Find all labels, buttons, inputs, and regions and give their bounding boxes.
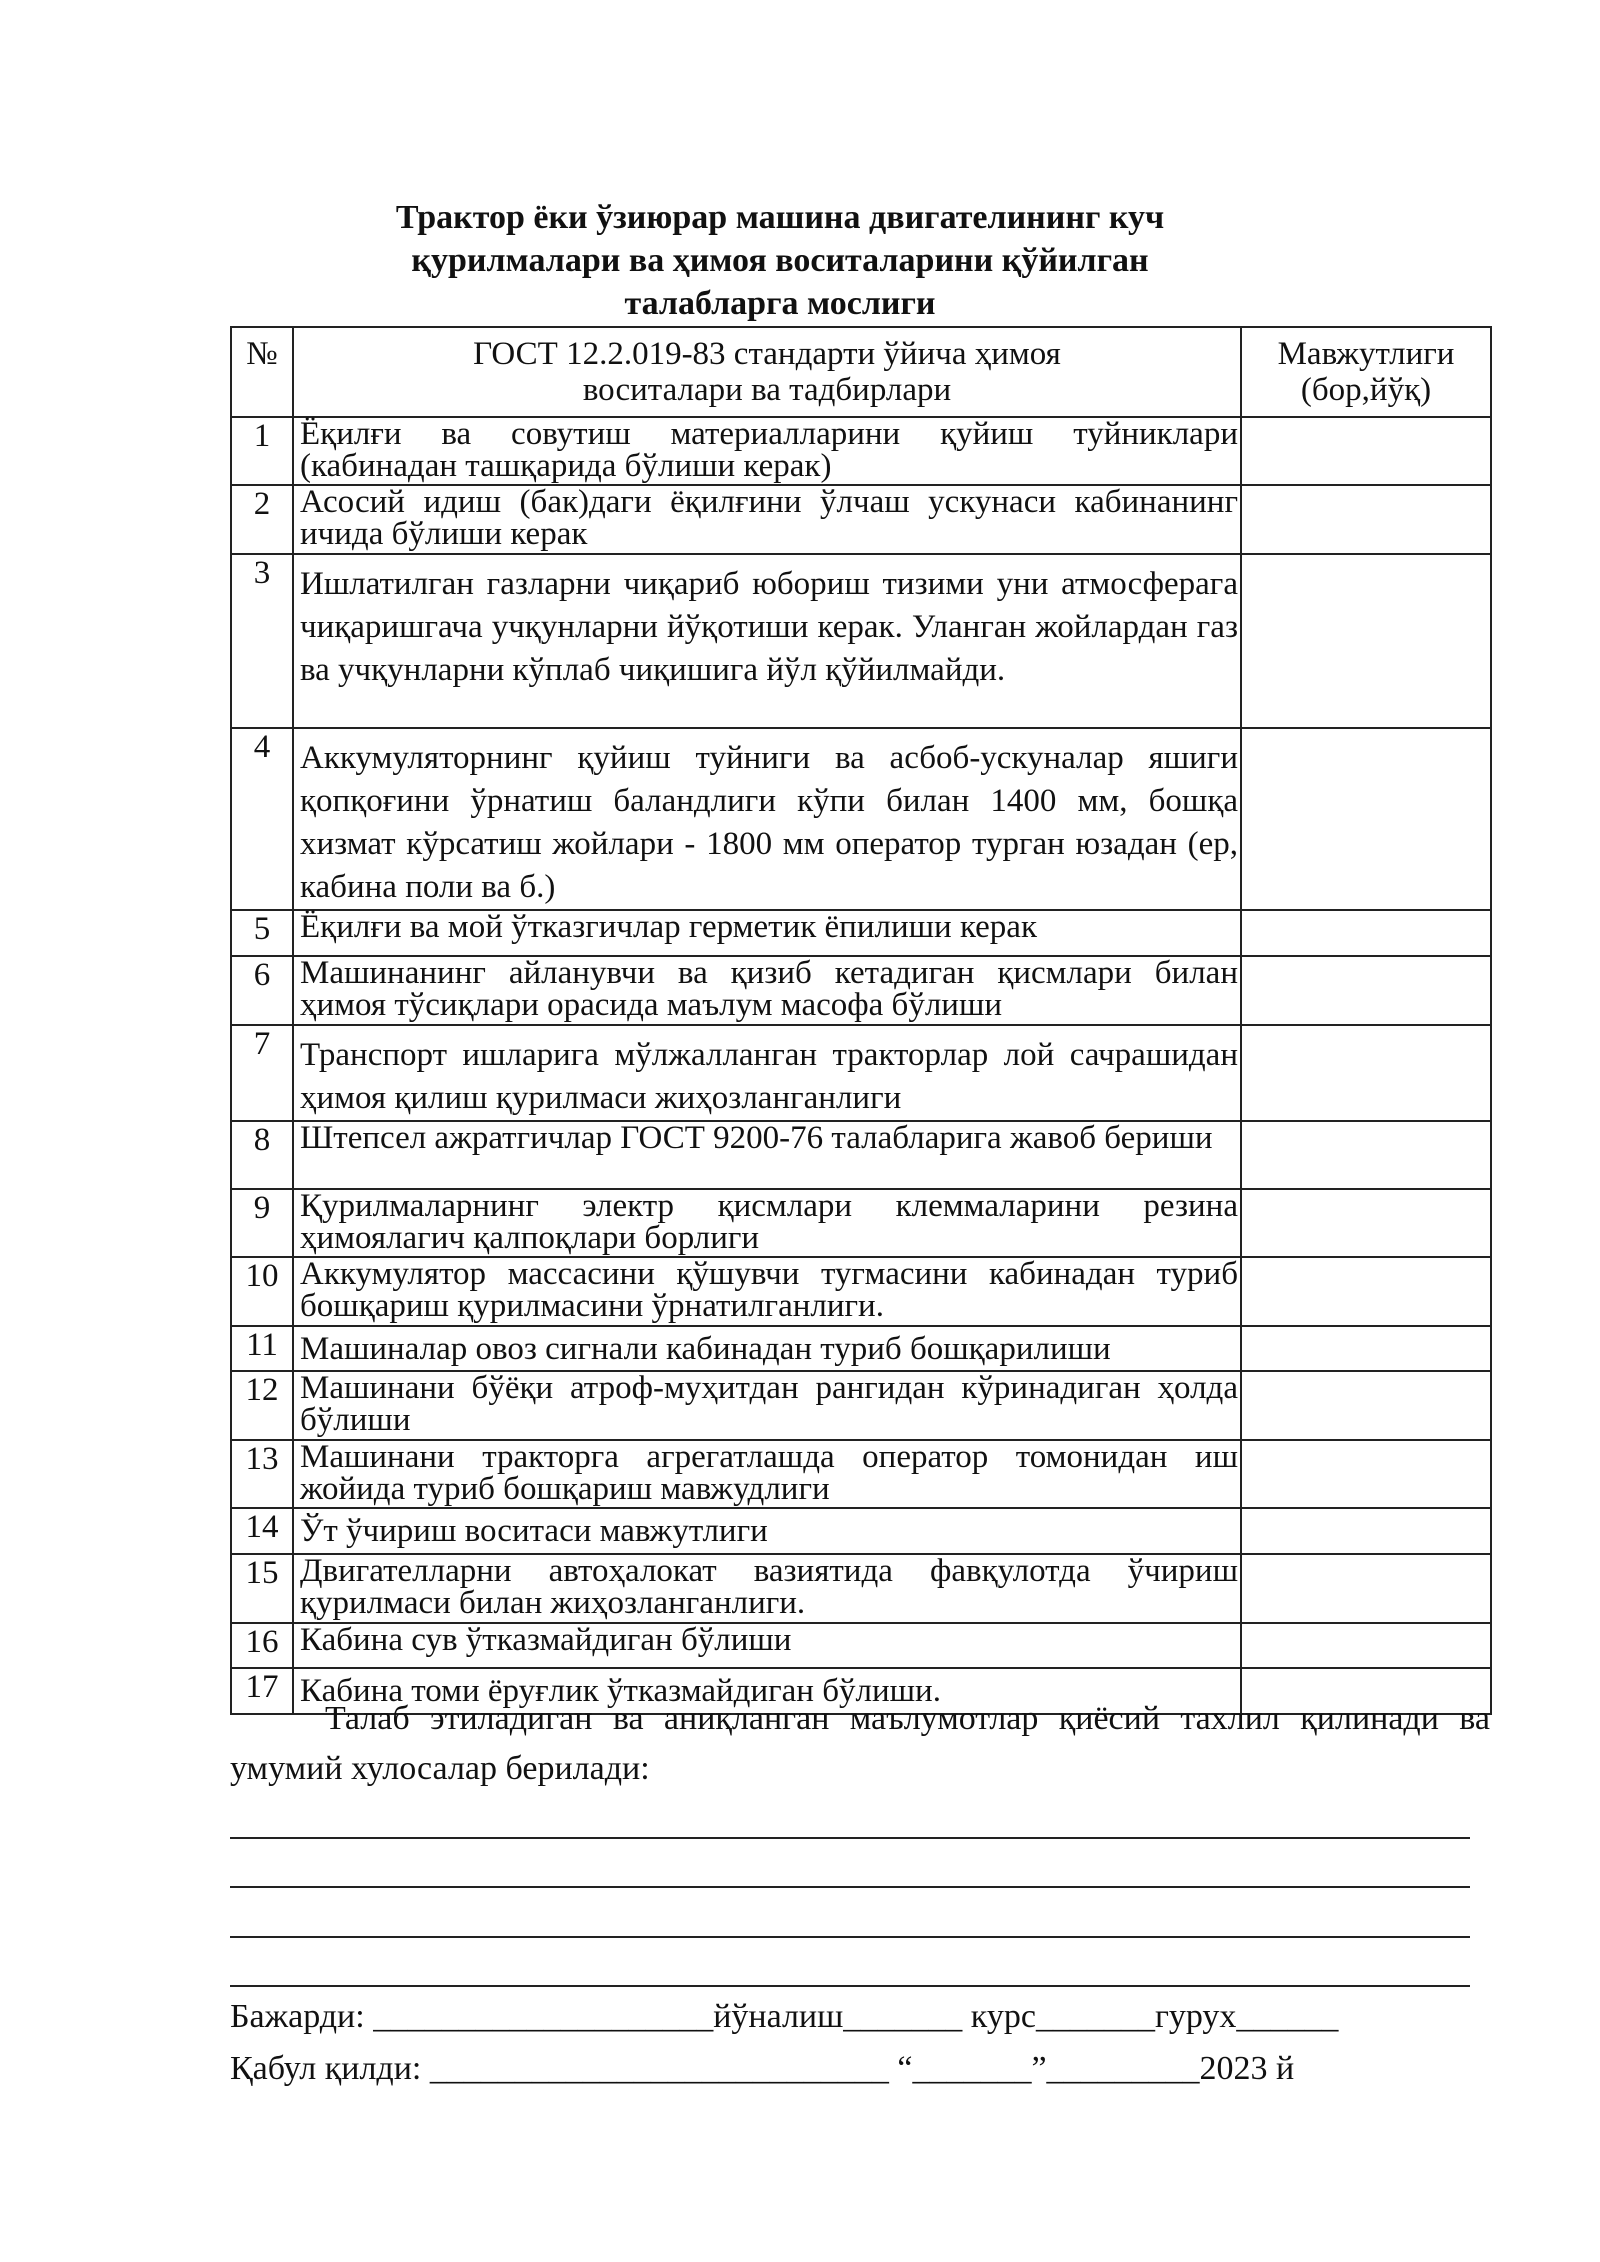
requirements-table (230, 326, 1492, 1715)
header-measures-line-2: воситалари ва тадбирлари (582, 372, 952, 408)
conclusion-paragraph: Талаб этиладиган ва аниқланган маълумотлар қиёсий тахлил қилинади ва умумий хулосалар берилади: (230, 1700, 1490, 1787)
row-number: 1 (231, 417, 293, 485)
row-number: 9 (231, 1189, 293, 1257)
row-requirement: Кабина сув ўтказмайдиган бўлиши (293, 1623, 1241, 1668)
availability-cell[interactable] (1241, 1189, 1491, 1257)
title-line-3: талабларга мослиги (624, 285, 936, 322)
header-availability (1241, 327, 1491, 417)
row-requirement: Асосий идиш (бак)даги ёқилғини ўлчаш ускунаси кабинанинг ичида бўлиши керак (293, 485, 1241, 554)
row-number: 10 (231, 1257, 293, 1326)
table-row (231, 1121, 1491, 1189)
row-number: 2 (231, 485, 293, 554)
availability-cell[interactable] (1241, 1025, 1491, 1121)
table-row (231, 956, 1491, 1025)
availability-cell[interactable] (1241, 956, 1491, 1025)
header-measures (293, 327, 1241, 417)
table-row (231, 1257, 1491, 1326)
table-header-row (231, 327, 1491, 417)
availability-cell[interactable] (1241, 910, 1491, 956)
row-number: 8 (231, 1121, 293, 1189)
table-row (231, 1623, 1491, 1668)
row-requirement: Машинани бўёқи атроф-муҳитдан рангидан кўринадиган ҳолда бўлиши (293, 1371, 1241, 1440)
availability-cell[interactable] (1241, 1371, 1491, 1440)
row-requirement: Машинанинг айланувчи ва қизиб кетадиган қисмлари билан ҳимоя тўсиқлари орасида маълум масофа бўлиши (293, 956, 1241, 1025)
availability-cell[interactable] (1241, 417, 1491, 485)
row-requirement: Транспорт ишларига мўлжалланган тракторлар лой сачрашидан ҳимоя қилиш қурилмаси жиҳозланганлиги (293, 1025, 1241, 1121)
availability-cell[interactable] (1241, 1326, 1491, 1371)
row-number: 13 (231, 1440, 293, 1508)
table-row (231, 1508, 1491, 1554)
row-requirement: Аккумуляторнинг қуйиш туйниги ва асбоб-ускуналар яшиги қопқоғини ўрнатиш баландлиги кўпи билан 1400 мм, бошқа хизмат кўрсатиш жойлари - 1800 мм оператор турган юзадан (ер, кабина поли ва б.) (293, 728, 1241, 910)
row-number: 3 (231, 554, 293, 728)
completed-by-line: Бажарди: ____________________йўналиш_______ курс_______гурух______ (230, 1998, 1339, 2035)
availability-cell[interactable] (1241, 485, 1491, 554)
header-availability-line-2: (бор,йўқ) (1300, 372, 1432, 408)
row-number: 16 (231, 1623, 293, 1668)
availability-cell[interactable] (1241, 554, 1491, 728)
table-row (231, 1025, 1491, 1121)
availability-cell[interactable] (1241, 728, 1491, 910)
header-number: № (231, 327, 293, 417)
row-number: 17 (231, 1668, 293, 1714)
table-row (231, 417, 1491, 485)
conclusion-line-3[interactable] (230, 1936, 1470, 1938)
header-availability-line-1: Мавжутлиги (1277, 336, 1455, 372)
row-requirement: Машиналар овоз сигнали кабинадан туриб бошқарилиши (293, 1326, 1241, 1371)
row-requirement: Ўт ўчириш воситаси мавжутлиги (293, 1508, 1241, 1554)
table-row (231, 1554, 1491, 1623)
row-requirement: Машинани тракторга агрегатлашда оператор томонидан иш жойида туриб бошқариш мавжудлиги (293, 1440, 1241, 1508)
conclusion-line-1[interactable] (230, 1837, 1470, 1839)
row-number: 5 (231, 910, 293, 956)
row-requirement: Ёқилғи ва совутиш материалларини қуйиш туйниклари (кабинадан ташқарида бўлиши керак) (293, 417, 1241, 485)
row-requirement: Ишлатилган газларни чиқариб юбориш тизими уни атмосферага чиқаришгача учқунларни йўқотиши керак. Уланган жойлардан газ ва учқунларни кўплаб чиқишига йўл қўйилмайди. (293, 554, 1241, 728)
availability-cell[interactable] (1241, 1440, 1491, 1508)
conclusion-line-4[interactable] (230, 1985, 1470, 1987)
row-requirement: Кабина томи ёруғлик ўтказмайдиган бўлиши. (293, 1668, 1241, 1714)
page-title (230, 196, 1330, 325)
availability-cell[interactable] (1241, 1623, 1491, 1668)
row-number: 11 (231, 1326, 293, 1371)
row-number: 7 (231, 1025, 293, 1121)
row-requirement: Штепсел ажратгичлар ГОСТ 9200-76 талабларига жавоб бериши (293, 1121, 1241, 1189)
accepted-by-line: Қабул қилди: ___________________________ “_______”_________2023 й (230, 2050, 1295, 2087)
row-requirement: Аккумулятор массасини қўшувчи тугмасини кабинадан туриб бошқариш қурилмасини ўрнатилганлиги. (293, 1257, 1241, 1326)
availability-cell[interactable] (1241, 1257, 1491, 1326)
title-line-1: Трактор ёки ўзиюрар машина двигателининг куч (395, 199, 1165, 236)
table-row (231, 1189, 1491, 1257)
row-number: 4 (231, 728, 293, 910)
row-requirement: Двигателларни автоҳалокат вазиятида фавқулотда ўчириш қурилмаси билан жиҳозланганлиги. (293, 1554, 1241, 1623)
table-row (231, 485, 1491, 554)
table-row (231, 1440, 1491, 1508)
conclusion-line-2[interactable] (230, 1886, 1470, 1888)
title-line-2: қурилмалари ва ҳимоя воситаларини қўйилган (411, 242, 1149, 279)
table-row (231, 1326, 1491, 1371)
row-number: 15 (231, 1554, 293, 1623)
row-number: 12 (231, 1371, 293, 1440)
table-row (231, 728, 1491, 910)
availability-cell[interactable] (1241, 1121, 1491, 1189)
table-row (231, 554, 1491, 728)
row-requirement: Ёқилғи ва мой ўтказгичлар герметик ёпилиши керак (293, 910, 1241, 956)
availability-cell[interactable] (1241, 1554, 1491, 1623)
row-requirement: Қурилмаларнинг электр қисмлари клеммаларини резина ҳимоялагич қалпоқлари борлиги (293, 1189, 1241, 1257)
row-number: 14 (231, 1508, 293, 1554)
availability-cell[interactable] (1241, 1508, 1491, 1554)
table-row (231, 910, 1491, 956)
row-number: 6 (231, 956, 293, 1025)
header-measures-line-1: ГОСТ 12.2.019-83 стандарти ўйича ҳимоя (473, 336, 1061, 372)
table-row (231, 1371, 1491, 1440)
